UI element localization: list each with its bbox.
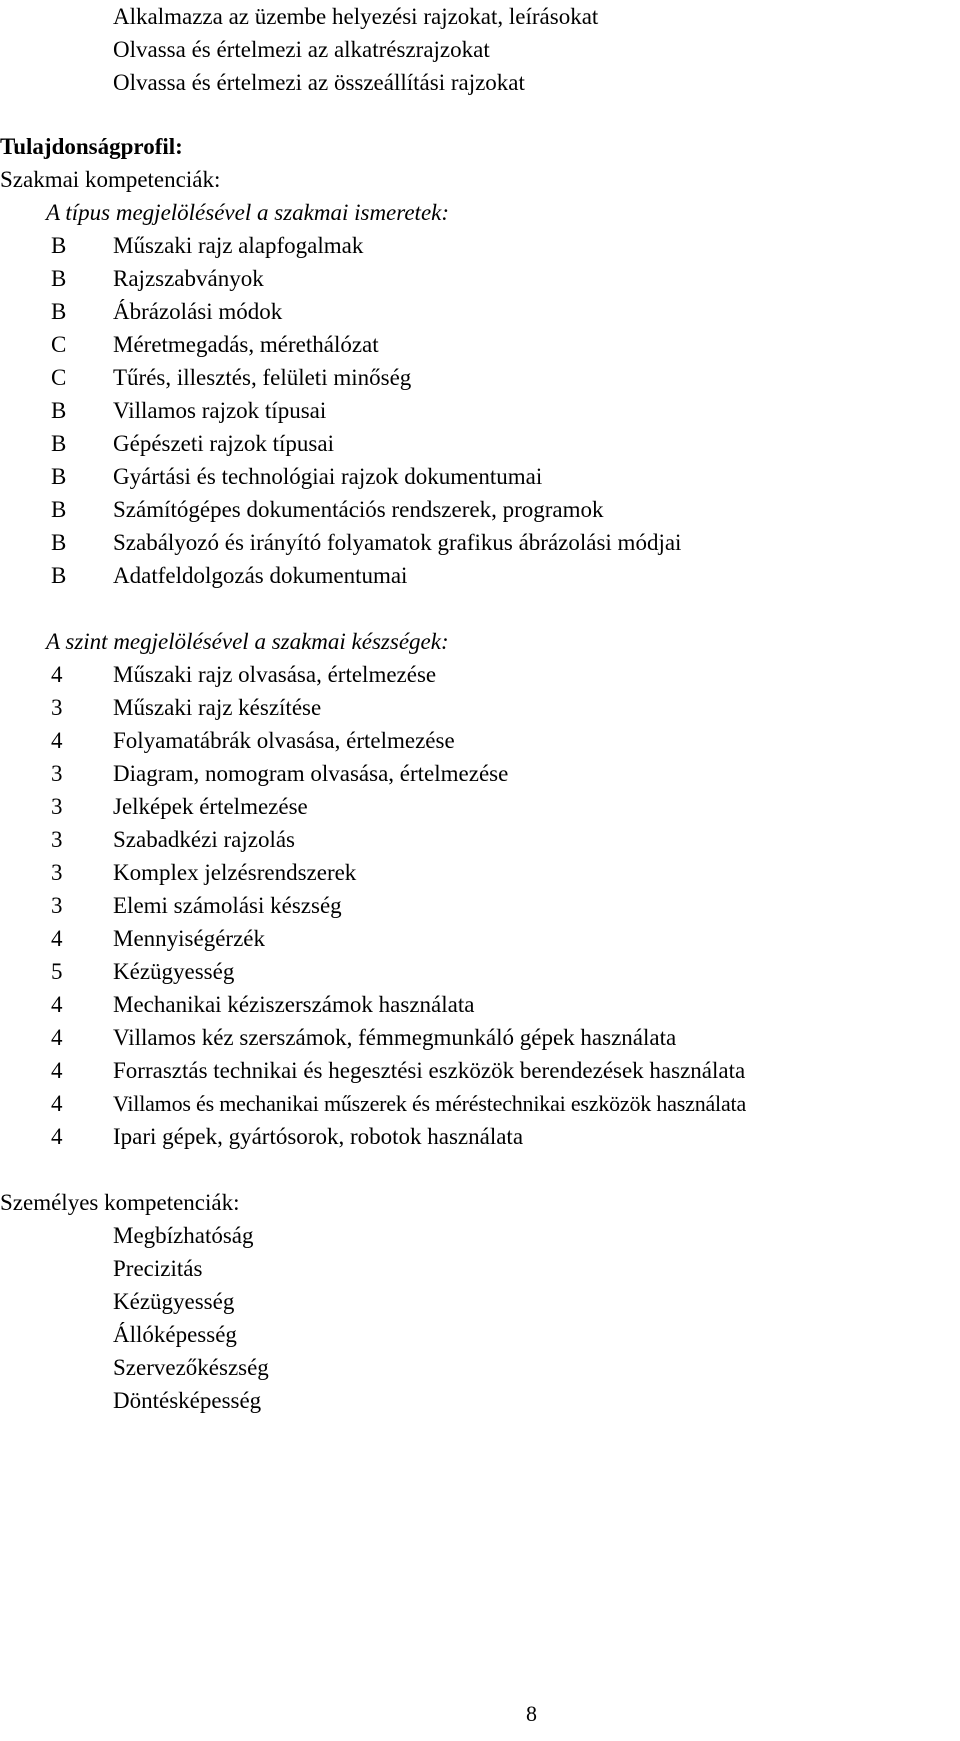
knowledge-text: Villamos rajzok típusai (113, 398, 327, 423)
skill-text: Szabadkézi rajzolás (113, 827, 295, 852)
list-item (0, 691, 960, 724)
skill-text: Mechanikai kéziszerszámok használata (113, 992, 475, 1017)
list-item (0, 1021, 960, 1054)
list-item (0, 328, 960, 361)
knowledge-text: Adatfeldolgozás dokumentumai (113, 563, 408, 588)
professional-competencies-title: Szakmai kompetenciák: (0, 167, 221, 192)
list-item (0, 1087, 960, 1120)
skill-text: Elemi számolási készség (113, 893, 342, 918)
skill-text: Diagram, nomogram olvasása, értelmezése (113, 761, 509, 786)
list-item (0, 790, 960, 823)
knowledge-type-code: B (51, 431, 67, 456)
list-item (0, 229, 960, 262)
skills-header: A szint megjelölésével a szakmai készségek: (46, 629, 449, 654)
profile-title: Tulajdonságprofil: (0, 134, 183, 159)
knowledge-type-code: B (51, 266, 67, 291)
skill-level: 4 (51, 662, 63, 687)
page-number: 8 (526, 1701, 537, 1726)
list-item (0, 526, 960, 559)
list-item: Szervezőkészség (113, 1355, 269, 1380)
knowledge-type-code: B (51, 398, 67, 423)
knowledge-type-code: B (51, 530, 67, 555)
skill-text: Műszaki rajz olvasása, értelmezése (113, 662, 437, 687)
skill-level: 3 (51, 794, 63, 819)
skill-level: 3 (51, 893, 63, 918)
knowledge-header: A típus megjelölésével a szakmai ismeretek: (46, 200, 450, 225)
skill-level: 4 (51, 1091, 63, 1116)
list-item: Kézügyesség (113, 1289, 235, 1314)
knowledge-type-code: B (51, 299, 67, 324)
knowledge-type-code: B (51, 464, 67, 489)
knowledge-type-code: C (51, 365, 67, 390)
skill-level: 4 (51, 992, 63, 1017)
list-item (0, 262, 960, 295)
list-item (0, 1054, 960, 1087)
list-item (0, 460, 960, 493)
skill-text: Jelképek értelmezése (113, 794, 308, 819)
skill-level: 4 (51, 926, 63, 951)
knowledge-text: Méretmegadás, mérethálózat (113, 332, 379, 357)
list-item (0, 856, 960, 889)
skill-level: 4 (51, 1025, 63, 1050)
skill-level: 4 (51, 1058, 63, 1083)
list-item: Döntésképesség (113, 1388, 262, 1413)
top-line: Olvassa és értelmezi az összeállítási rajzokat (113, 70, 525, 95)
skill-level: 4 (51, 1124, 63, 1149)
skill-level: 4 (51, 728, 63, 753)
knowledge-type-code: B (51, 563, 67, 588)
knowledge-type-code: B (51, 233, 67, 258)
list-item: Megbízhatóság (113, 1223, 254, 1248)
skill-text: Kézügyesség (113, 959, 235, 984)
top-line: Olvassa és értelmezi az alkatrészrajzokat (113, 37, 490, 62)
knowledge-type-code: B (51, 497, 67, 522)
list-item (0, 988, 960, 1021)
skill-text: Forrasztás technikai és hegesztési eszközök berendezések használata (113, 1058, 746, 1083)
list-item (0, 757, 960, 790)
knowledge-type-code: C (51, 332, 67, 357)
list-item (0, 493, 960, 526)
knowledge-text: Rajzszabványok (113, 266, 264, 291)
list-item (0, 295, 960, 328)
knowledge-text: Műszaki rajz alapfogalmak (113, 233, 364, 258)
list-item (0, 658, 960, 691)
list-item (0, 922, 960, 955)
knowledge-text: Számítógépes dokumentációs rendszerek, programok (113, 497, 604, 522)
knowledge-text: Tűrés, illesztés, felületi minőség (113, 365, 412, 390)
skill-text: Műszaki rajz készítése (113, 695, 322, 720)
knowledge-text: Gépészeti rajzok típusai (113, 431, 334, 456)
top-line: Alkalmazza az üzembe helyezési rajzokat, leírásokat (113, 4, 599, 29)
skill-text: Villamos és mechanikai műszerek és méréstechnikai eszközök használata (113, 1091, 747, 1116)
list-item (0, 724, 960, 757)
knowledge-text: Gyártási és technológiai rajzok dokumentumai (113, 464, 543, 489)
skill-level: 3 (51, 827, 63, 852)
knowledge-text: Szabályozó és irányító folyamatok grafikus ábrázolási módjai (113, 530, 682, 555)
list-item (0, 823, 960, 856)
skill-text: Villamos kéz szerszámok, fémmegmunkáló gépek használata (113, 1025, 677, 1050)
skill-level: 5 (51, 959, 63, 984)
skill-level: 3 (51, 761, 63, 786)
knowledge-text: Ábrázolási módok (113, 299, 283, 324)
list-item (0, 1120, 960, 1153)
personal-competencies-title: Személyes kompetenciák: (0, 1190, 240, 1215)
skill-text: Komplex jelzésrendszerek (113, 860, 357, 885)
list-item: Állóképesség (113, 1322, 237, 1347)
list-item (0, 955, 960, 988)
skill-level: 3 (51, 860, 63, 885)
list-item (0, 394, 960, 427)
list-item: Precizitás (113, 1256, 203, 1281)
list-item (0, 559, 960, 592)
skill-level: 3 (51, 695, 63, 720)
skill-text: Ipari gépek, gyártósorok, robotok használata (113, 1124, 524, 1149)
list-item (0, 361, 960, 394)
skill-text: Folyamatábrák olvasása, értelmezése (113, 728, 455, 753)
list-item (0, 889, 960, 922)
list-item (0, 427, 960, 460)
skill-text: Mennyiségérzék (113, 926, 265, 951)
